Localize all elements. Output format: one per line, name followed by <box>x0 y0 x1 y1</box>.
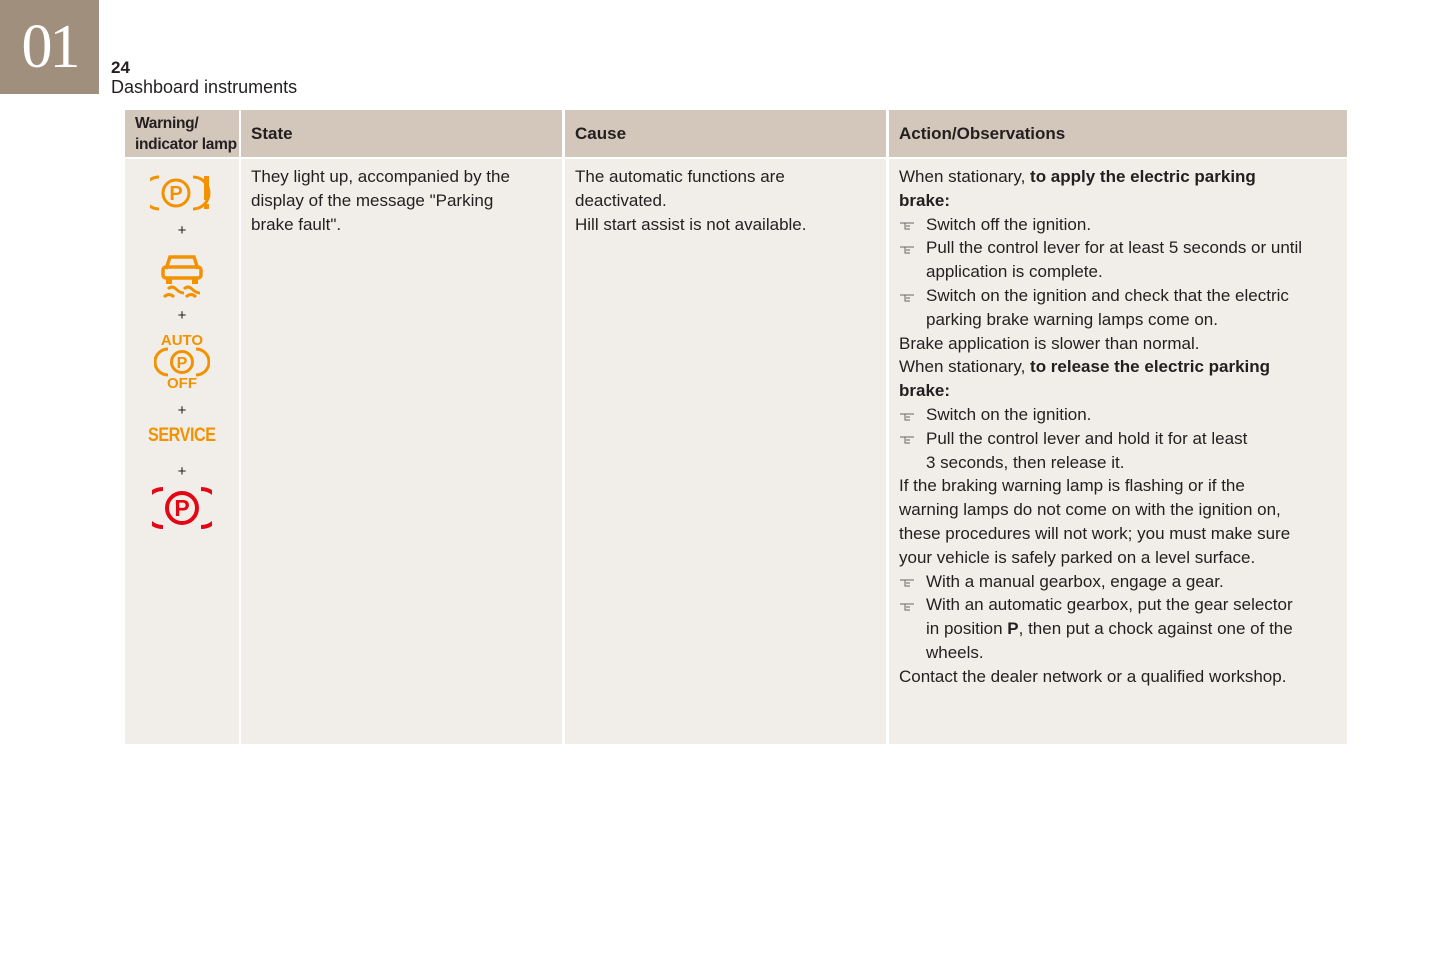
list-item <box>899 427 1337 475</box>
chapter-number: 01 <box>21 13 78 81</box>
auto-step-text: wheels. <box>926 642 984 662</box>
pointing-hand-icon <box>899 284 915 308</box>
state-line: brake fault". <box>251 214 342 234</box>
release-step-text: 3 seconds, then release it. <box>926 452 1125 472</box>
service-icon <box>125 424 239 448</box>
off-label: OFF <box>167 375 197 389</box>
warning-text: your vehicle is safely parked on a level surface. <box>899 547 1256 567</box>
header-cause-label: Cause <box>575 124 627 143</box>
list-item <box>899 570 1337 594</box>
plus-separator: + <box>177 402 187 419</box>
auto-step-text: , then put a chock against one of the <box>1018 619 1293 639</box>
pointing-hand-icon <box>899 427 915 451</box>
plus-separator: + <box>177 307 187 324</box>
release-step-text: Pull the control lever and hold it for at least <box>926 428 1248 448</box>
section-title: Dashboard instruments <box>111 77 298 97</box>
pointing-hand-icon <box>899 236 915 260</box>
release-bold: to release the electric parking <box>1030 357 1271 377</box>
plus-separator: + <box>177 463 187 480</box>
pointing-hand-icon <box>899 213 915 237</box>
contact-note: Contact the dealer network or a qualified workshop. <box>899 666 1287 686</box>
list-item <box>899 236 1337 284</box>
apply-step-text: application is complete. <box>926 262 1103 282</box>
list-item <box>899 593 1337 664</box>
release-bold-cont: brake: <box>899 381 951 401</box>
apply-heading <box>899 165 1337 189</box>
warning-text: warning lamps do not come on with the ignition on, <box>899 500 1281 520</box>
pointing-hand-icon <box>899 593 915 617</box>
plus-separator: + <box>177 222 187 239</box>
apply-heading-cont <box>899 189 1337 213</box>
warning-text: these procedures will not work; you must make sure <box>899 523 1291 543</box>
apply-prefix: When stationary, <box>899 167 1031 186</box>
header-lamp-line1: Warning/ <box>135 115 199 132</box>
apply-step-text: parking brake warning lamps come on. <box>926 309 1218 329</box>
red-p-letter: P <box>174 495 190 521</box>
header-cause <box>565 110 886 157</box>
header-lamp-line2: indicator lamp <box>135 136 237 153</box>
state-line: display of the message "Parking <box>251 190 494 210</box>
parking-brake-fault-icon <box>125 173 239 220</box>
chapter-tab <box>0 0 99 94</box>
cause-line: Hill start assist is not available. <box>575 214 807 234</box>
parking-brake-icon <box>125 485 239 538</box>
header-state <box>241 110 562 157</box>
list-item <box>899 213 1337 237</box>
pointing-hand-icon <box>899 570 915 594</box>
slower-note: Brake application is slower than normal. <box>899 333 1200 353</box>
pointing-hand-icon <box>899 403 915 427</box>
header-action-label: Action/Observations <box>899 124 1066 143</box>
cause-line: deactivated. <box>575 190 667 210</box>
release-heading-cont <box>899 379 1337 403</box>
service-label: SERVICE <box>148 425 216 446</box>
auto-step-text: With an automatic gearbox, put the gear selector <box>926 595 1293 615</box>
action-cell <box>889 159 1347 744</box>
apply-step-text: Switch off the ignition. <box>926 214 1092 234</box>
gear-p-bold: P <box>1007 619 1019 639</box>
auto-parking-brake-off-icon <box>125 331 239 396</box>
stability-control-icon <box>125 249 239 308</box>
apply-bold: to apply the electric parking <box>1030 167 1256 186</box>
state-line: They light up, accompanied by the <box>251 167 510 186</box>
page-number: 24 <box>111 58 130 77</box>
apply-step-text: Switch on the ignition and check that the electric <box>926 285 1289 305</box>
release-prefix: When stationary, <box>899 357 1031 377</box>
auto-p-letter: P <box>176 355 188 372</box>
manual-step-text: With a manual gearbox, engage a gear. <box>926 571 1224 591</box>
cause-cell <box>565 159 886 744</box>
cause-line: The automatic functions are <box>575 167 785 186</box>
list-item <box>899 403 1337 427</box>
state-cell <box>241 159 562 744</box>
release-heading <box>899 355 1337 379</box>
list-item <box>899 284 1337 332</box>
svg-text:P: P <box>169 183 183 205</box>
auto-step-text: in position <box>926 619 1008 639</box>
apply-bold-cont: brake: <box>899 190 951 210</box>
warning-text: If the braking warning lamp is flashing or if the <box>899 476 1245 496</box>
warning-lamp-table <box>125 110 1347 744</box>
header-state-label: State <box>251 124 293 143</box>
lamp-cell <box>125 159 239 744</box>
auto-label: AUTO <box>160 332 204 349</box>
release-step-text: Switch on the ignition. <box>926 404 1092 424</box>
apply-step-text: Pull the control lever for at least 5 seconds or until <box>926 238 1303 258</box>
header-action <box>889 110 1347 157</box>
header-warning-lamp <box>125 110 239 157</box>
